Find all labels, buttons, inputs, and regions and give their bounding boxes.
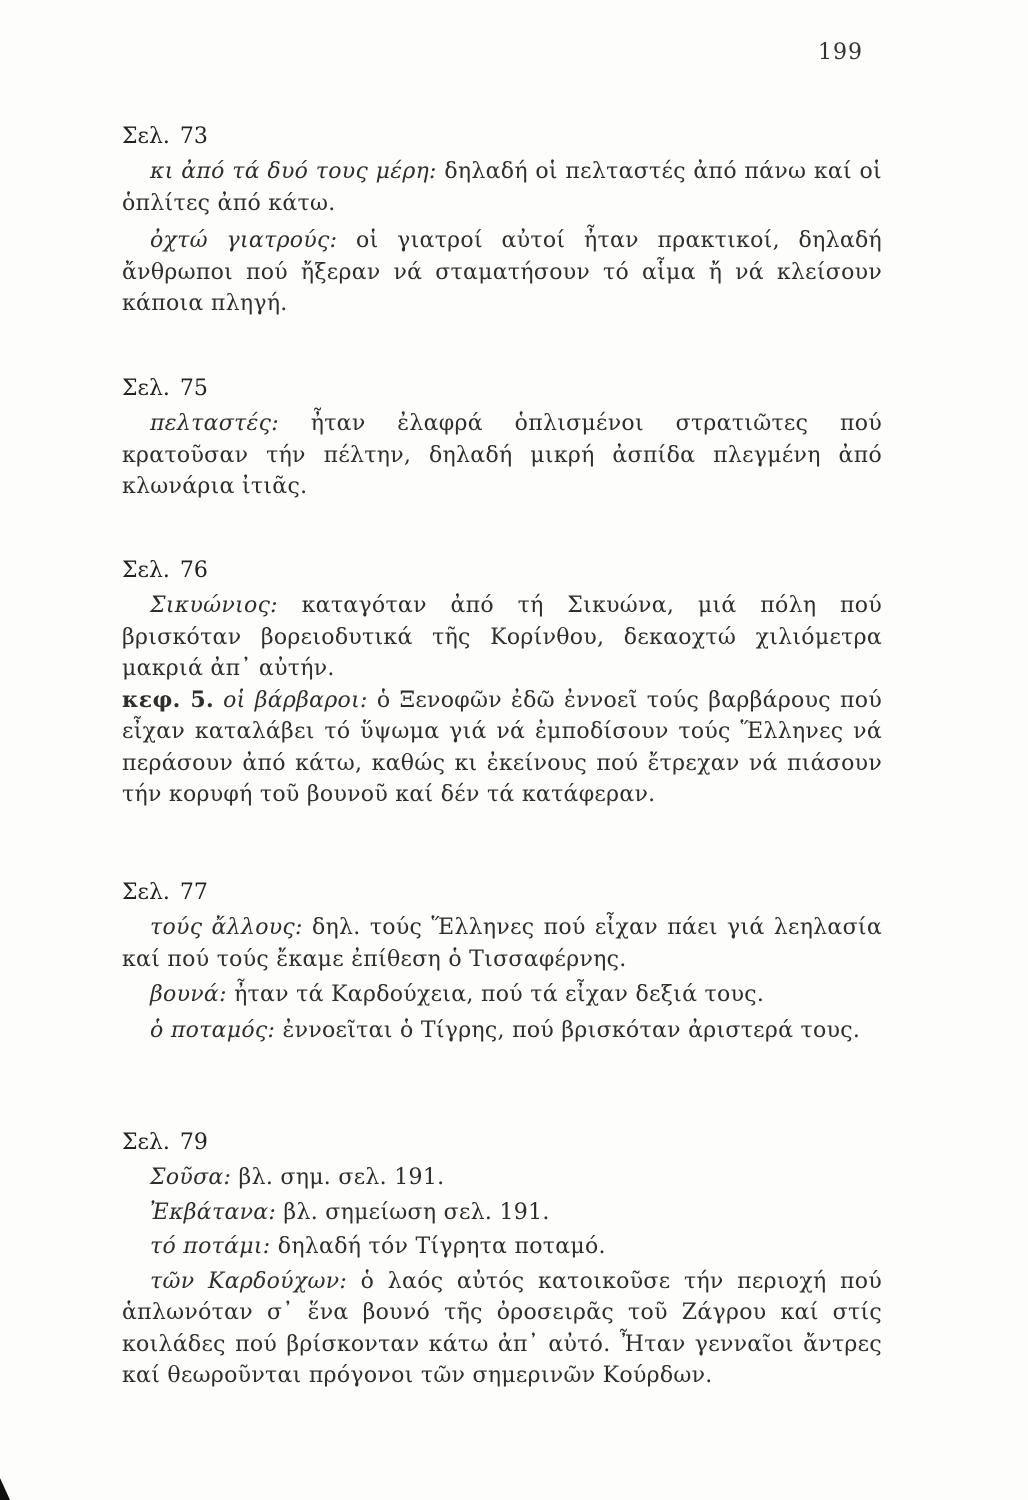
note-entry	[122, 1231, 882, 1263]
section-number: 73	[179, 124, 208, 149]
note-text: δηλαδή οἱ πελταστές ἀπό πάνω καί οἱ ὁπλίτες ἀπό κάτω.	[122, 159, 882, 216]
note-term: οἱ βάρβαροι:	[214, 687, 368, 713]
note-term: τῶν Καρδούχων:	[150, 1268, 348, 1294]
note-text: δηλαδή τόν Τίγρητα ποταμό.	[270, 1234, 606, 1259]
chapter-marker: κεφ. 5.	[122, 686, 214, 713]
note-entry	[122, 912, 882, 975]
note-entry	[122, 1015, 882, 1047]
section-number: 77	[179, 880, 208, 905]
section-label: Σελ.	[122, 558, 170, 583]
note-entry	[122, 1162, 882, 1194]
note-text: ἦταν ἐλαφρά ὁπλισμένοι στρατιῶτες πού κρατοῦσαν τήν πέλτην, δηλαδή μικρή ἀσπίδα πλεγμένη ἀπό κλωνάρια ἰτιᾶς.	[122, 411, 882, 499]
section-number: 75	[179, 376, 208, 401]
note-section-77	[122, 874, 882, 1046]
section-label: Σελ.	[122, 880, 170, 905]
note-text: ὁ Ξενοφῶν ἐδῶ ἐννοεῖ τούς βαρβάρους πού εἶχαν καταλάβει τό ὕψωμα γιά νά ἐμποδίσουν τούς Ἕλληνες νά περάσουν ἀπό κάτω, καθώς κι ἐκείνους πού ἔτρεχαν νά πιάσουν τήν κορυφή τοῦ βουνοῦ καί δέν τά κατάφεραν.	[122, 687, 883, 807]
section-number: 79	[179, 1130, 208, 1155]
section-label: Σελ.	[122, 124, 170, 149]
note-section-75	[122, 370, 882, 503]
note-text: ἦταν τά Καρδούχεια, πού τά εἶχαν δεξιά τους.	[226, 982, 765, 1007]
note-entry	[122, 685, 882, 811]
section-label: Σελ.	[122, 1130, 170, 1155]
note-term: βουνά:	[150, 982, 227, 1007]
note-term: ὀχτώ γιατρούς:	[150, 228, 338, 253]
note-term: Σοῦσα:	[150, 1165, 232, 1190]
note-term: τό ποτάμι:	[150, 1234, 271, 1259]
note-text: ἐννοεῖται ὁ Τίγρης, πού βρισκόταν ἀριστερά τους.	[275, 1017, 861, 1043]
scan-corner-mark	[0, 1478, 10, 1500]
section-label: Σελ.	[122, 376, 170, 401]
note-section-76	[122, 552, 882, 811]
note-entry	[122, 590, 882, 685]
page-number: 199	[818, 40, 863, 65]
note-entry	[122, 156, 882, 219]
note-term: τούς ἄλλους:	[150, 915, 303, 940]
section-heading	[122, 552, 882, 590]
note-term: πελταστές:	[150, 411, 279, 436]
note-section-79	[122, 1124, 882, 1392]
note-text: βλ. σημ. σελ. 191.	[231, 1165, 445, 1190]
note-entry	[122, 225, 882, 320]
section-heading	[122, 118, 882, 156]
note-text: ὁ λαός αὐτός κατοικοῦσε τήν περιοχή πού ἁπλωνόταν σ᾽ ἕνα βουνό τῆς ὀροσειρᾶς τοῦ Ζάγρου καί στίς κοιλάδες πού βρίσκονταν κάτω ἀπ᾽ αὐτό. Ἦταν γενναῖοι ἄντρες καί θεωροῦνται πρόγονοι τῶν σημερινῶν Κούρδων.	[122, 1268, 882, 1388]
note-term: Ἐκβάτανα:	[150, 1199, 277, 1225]
section-heading	[122, 874, 882, 912]
note-section-73	[122, 118, 882, 320]
note-text: καταγόταν ἀπό τή Σικυώνα, μιά πόλη πού βρισκόταν βορειοδυτικά τῆς Κορίνθου, δεκαοχτώ χιλιόμετρα μακριά ἀπ᾽ αὐτήν.	[122, 593, 882, 681]
section-heading	[122, 370, 882, 408]
note-term: κι ἀπό τά δυό τους μέρη:	[150, 159, 437, 184]
note-entry	[122, 1197, 882, 1229]
note-term: ὁ ποταμός:	[150, 1017, 276, 1043]
note-entry	[122, 1266, 882, 1392]
note-text: οἱ γιατροί αὐτοί ἦταν πρακτικοί, δηλαδή ἄνθρωποι πού ἤξεραν νά σταματήσουν τό αἷμα ἤ νά κλείσουν κάποια πληγή.	[122, 228, 883, 316]
section-number: 76	[179, 558, 208, 583]
note-entry	[122, 408, 882, 503]
note-text: βλ. σημείωση σελ. 191.	[276, 1199, 550, 1225]
note-term: Σικυώνιος:	[150, 593, 278, 618]
section-heading	[122, 1124, 882, 1162]
note-text: δηλ. τούς Ἕλληνες πού εἶχαν πάει γιά λεηλασία καί πού τούς ἔκαμε ἐπίθεση ὁ Τισσαφέρνης.	[122, 915, 882, 972]
note-entry	[122, 979, 882, 1011]
